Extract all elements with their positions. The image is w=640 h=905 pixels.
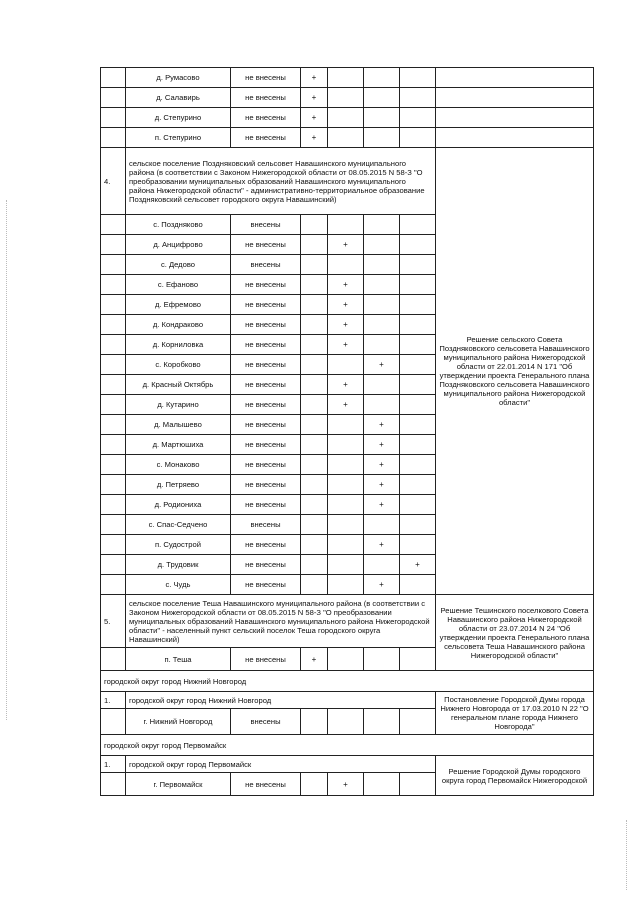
settlement-name: г. Нижний Новгород xyxy=(126,709,231,735)
changes-status: не внесены xyxy=(231,375,301,395)
section-number: 5. xyxy=(101,595,126,648)
settlement-name: д. Салавирь xyxy=(126,88,231,108)
changes-status: не внесены xyxy=(231,275,301,295)
document-cell xyxy=(436,68,594,88)
settlement-name: г. Первомайск xyxy=(126,773,231,796)
row-num-cell xyxy=(101,68,126,88)
changes-status: не внесены xyxy=(231,395,301,415)
row-num-cell xyxy=(101,275,126,295)
mark-cell xyxy=(400,773,436,796)
mark-cell xyxy=(400,315,436,335)
mark-cell xyxy=(400,515,436,535)
mark-cell xyxy=(328,68,364,88)
row-num-cell xyxy=(101,475,126,495)
settlement-row xyxy=(101,88,594,108)
district-heading: городской округ город Первомайск xyxy=(101,735,594,756)
changes-status: не внесены xyxy=(231,415,301,435)
mark-cell xyxy=(364,128,400,148)
mark-cell xyxy=(364,315,400,335)
mark-cell xyxy=(400,475,436,495)
settlement-name: с. Монаково xyxy=(126,455,231,475)
section-number: 1. xyxy=(101,692,126,709)
scan-margin-dots xyxy=(6,200,8,720)
mark-cell xyxy=(328,575,364,595)
mark-cell xyxy=(301,773,328,796)
mark-cell xyxy=(400,415,436,435)
mark-cell: + xyxy=(301,68,328,88)
settlement-name: д. Кутарино xyxy=(126,395,231,415)
mark-cell: + xyxy=(364,435,400,455)
mark-cell xyxy=(400,275,436,295)
row-num-cell xyxy=(101,335,126,355)
mark-cell: + xyxy=(364,455,400,475)
section-header-row xyxy=(101,756,594,773)
settlement-name: д. Степурино xyxy=(126,108,231,128)
mark-cell xyxy=(328,515,364,535)
settlement-row xyxy=(101,68,594,88)
approval-document: Решение сельского Совета Поздняковского сельсовета Навашинского муниципального района Нижегородской области от 22.01.2014 N 171 "Об утверждении проекта Генерального плана Поздняковского сельсовета Навашинского муниципального района Нижегородской области" xyxy=(436,148,594,595)
row-num-cell xyxy=(101,555,126,575)
row-num-cell xyxy=(101,395,126,415)
mark-cell xyxy=(301,375,328,395)
mark-cell xyxy=(328,475,364,495)
mark-cell xyxy=(301,315,328,335)
mark-cell: + xyxy=(364,495,400,515)
mark-cell xyxy=(364,773,400,796)
mark-cell xyxy=(301,235,328,255)
section-description: городской округ город Нижний Новгород xyxy=(126,692,436,709)
mark-cell xyxy=(364,108,400,128)
mark-cell xyxy=(400,375,436,395)
mark-cell xyxy=(301,395,328,415)
mark-cell xyxy=(364,88,400,108)
section-header-row xyxy=(101,595,594,648)
changes-status: внесены xyxy=(231,709,301,735)
document-cell xyxy=(436,128,594,148)
approval-document: Решение Городской Думы городского округа город Первомайск Нижегородской xyxy=(436,756,594,796)
mark-cell xyxy=(301,295,328,315)
mark-cell xyxy=(328,495,364,515)
changes-status: не внесены xyxy=(231,315,301,335)
settlement-name: с. Дедово xyxy=(126,255,231,275)
mark-cell: + xyxy=(328,375,364,395)
mark-cell xyxy=(364,709,400,735)
section-description: городской округ город Первомайск xyxy=(126,756,436,773)
changes-status: не внесены xyxy=(231,475,301,495)
settlement-name: д. Петряево xyxy=(126,475,231,495)
mark-cell xyxy=(400,535,436,555)
mark-cell xyxy=(400,88,436,108)
changes-status: внесены xyxy=(231,255,301,275)
row-num-cell xyxy=(101,709,126,735)
mark-cell xyxy=(400,575,436,595)
settlement-name: д. Малышево xyxy=(126,415,231,435)
changes-status: внесены xyxy=(231,515,301,535)
section-description: сельское поселение Теша Навашинского муниципального района (в соответствии с Законом Нижегородской области от 08.05.2015 N 58-З "О преобразовании муниципальных образований Навашинского муниципального района Нижегородской области" - населенный пункт сельский поселок Теша городского округа Навашинский) xyxy=(126,595,436,648)
mark-cell xyxy=(301,435,328,455)
changes-status: не внесены xyxy=(231,495,301,515)
approval-document: Постановление Городской Думы города Нижнего Новгорода от 17.03.2010 N 22 "О генеральном плане города Нижнего Новгорода" xyxy=(436,692,594,735)
mark-cell xyxy=(364,68,400,88)
settlement-row xyxy=(101,128,594,148)
row-num-cell xyxy=(101,108,126,128)
mark-cell xyxy=(301,455,328,475)
mark-cell xyxy=(400,355,436,375)
settlement-name: с. Чудь xyxy=(126,575,231,595)
settlement-name: д. Корниловка xyxy=(126,335,231,355)
district-heading: городской округ город Нижний Новгород xyxy=(101,671,594,692)
changes-status: не внесены xyxy=(231,235,301,255)
mark-cell xyxy=(364,375,400,395)
mark-cell xyxy=(301,415,328,435)
row-num-cell xyxy=(101,575,126,595)
mark-cell: + xyxy=(400,555,436,575)
row-num-cell xyxy=(101,128,126,148)
mark-cell xyxy=(400,455,436,475)
settlement-name: д. Кондраково xyxy=(126,315,231,335)
mark-cell xyxy=(364,555,400,575)
settlement-name: д. Родиониха xyxy=(126,495,231,515)
row-num-cell xyxy=(101,355,126,375)
document-cell xyxy=(436,108,594,128)
mark-cell xyxy=(301,215,328,235)
mark-cell xyxy=(328,108,364,128)
mark-cell: + xyxy=(301,88,328,108)
mark-cell xyxy=(364,395,400,415)
row-num-cell xyxy=(101,88,126,108)
row-num-cell xyxy=(101,515,126,535)
mark-cell: + xyxy=(328,773,364,796)
changes-status: не внесены xyxy=(231,648,301,671)
row-num-cell xyxy=(101,495,126,515)
section-number: 4. xyxy=(101,148,126,215)
mark-cell xyxy=(364,335,400,355)
mark-cell: + xyxy=(364,475,400,495)
mark-cell xyxy=(400,709,436,735)
settlements-register-table xyxy=(100,67,594,796)
scan-margin-dots-right xyxy=(626,820,628,890)
row-num-cell xyxy=(101,535,126,555)
mark-cell xyxy=(301,535,328,555)
mark-cell xyxy=(364,275,400,295)
row-num-cell xyxy=(101,215,126,235)
settlement-name: д. Красный Октябрь xyxy=(126,375,231,395)
mark-cell xyxy=(328,435,364,455)
district-heading-row xyxy=(101,735,594,756)
row-num-cell xyxy=(101,648,126,671)
mark-cell xyxy=(301,275,328,295)
settlement-name: п. Судострой xyxy=(126,535,231,555)
mark-cell xyxy=(301,515,328,535)
mark-cell xyxy=(328,215,364,235)
mark-cell xyxy=(301,495,328,515)
mark-cell xyxy=(301,709,328,735)
row-num-cell xyxy=(101,415,126,435)
mark-cell xyxy=(301,355,328,375)
mark-cell xyxy=(400,648,436,671)
changes-status: не внесены xyxy=(231,455,301,475)
mark-cell xyxy=(301,575,328,595)
mark-cell: + xyxy=(301,108,328,128)
document-cell xyxy=(436,88,594,108)
mark-cell: + xyxy=(364,415,400,435)
row-num-cell xyxy=(101,235,126,255)
changes-status: не внесены xyxy=(231,535,301,555)
row-num-cell xyxy=(101,435,126,455)
mark-cell: + xyxy=(328,295,364,315)
mark-cell xyxy=(301,475,328,495)
settlement-name: п. Теша xyxy=(126,648,231,671)
mark-cell: + xyxy=(364,575,400,595)
mark-cell xyxy=(328,455,364,475)
mark-cell xyxy=(400,235,436,255)
row-num-cell xyxy=(101,375,126,395)
changes-status: не внесены xyxy=(231,355,301,375)
row-num-cell xyxy=(101,315,126,335)
row-num-cell xyxy=(101,255,126,275)
mark-cell xyxy=(364,235,400,255)
mark-cell xyxy=(328,535,364,555)
mark-cell xyxy=(328,255,364,275)
settlement-row xyxy=(101,108,594,128)
section-number: 1. xyxy=(101,756,126,773)
settlement-name: д. Румасово xyxy=(126,68,231,88)
mark-cell xyxy=(328,415,364,435)
changes-status: не внесены xyxy=(231,773,301,796)
mark-cell xyxy=(400,335,436,355)
mark-cell xyxy=(328,709,364,735)
changes-status: не внесены xyxy=(231,555,301,575)
mark-cell: + xyxy=(328,275,364,295)
row-num-cell xyxy=(101,773,126,796)
settlement-name: д. Ефремово xyxy=(126,295,231,315)
changes-status: не внесены xyxy=(231,128,301,148)
mark-cell xyxy=(400,295,436,315)
settlement-name: с. Коробково xyxy=(126,355,231,375)
district-heading-row xyxy=(101,671,594,692)
settlement-name: д. Трудовик xyxy=(126,555,231,575)
mark-cell: + xyxy=(364,535,400,555)
mark-cell xyxy=(364,295,400,315)
settlement-name: д. Анцифрово xyxy=(126,235,231,255)
mark-cell xyxy=(400,108,436,128)
mark-cell xyxy=(364,255,400,275)
changes-status: не внесены xyxy=(231,88,301,108)
mark-cell xyxy=(328,355,364,375)
mark-cell: + xyxy=(328,395,364,415)
mark-cell: + xyxy=(328,335,364,355)
changes-status: не внесены xyxy=(231,435,301,455)
mark-cell xyxy=(301,555,328,575)
changes-status: не внесены xyxy=(231,295,301,315)
changes-status: не внесены xyxy=(231,335,301,355)
changes-status: не внесены xyxy=(231,108,301,128)
mark-cell xyxy=(328,128,364,148)
mark-cell: + xyxy=(301,128,328,148)
mark-cell xyxy=(364,215,400,235)
mark-cell xyxy=(301,335,328,355)
section-header-row xyxy=(101,692,594,709)
approval-document: Решение Тешинского поселкового Совета Навашинского района Нижегородской области от 23.07.2014 N 24 "Об утверждении проекта Генерального плана сельсовета Теша Навашинского района Нижегородской области" xyxy=(436,595,594,671)
mark-cell xyxy=(328,555,364,575)
settlement-name: д. Мартюшиха xyxy=(126,435,231,455)
mark-cell xyxy=(400,395,436,415)
changes-status: внесены xyxy=(231,215,301,235)
mark-cell xyxy=(364,648,400,671)
mark-cell xyxy=(328,88,364,108)
mark-cell xyxy=(400,128,436,148)
section-header-row xyxy=(101,148,594,215)
row-num-cell xyxy=(101,295,126,315)
mark-cell: + xyxy=(328,315,364,335)
settlement-name: с. Спас-Седчено xyxy=(126,515,231,535)
settlement-name: с. Поздняково xyxy=(126,215,231,235)
mark-cell xyxy=(301,255,328,275)
changes-status: не внесены xyxy=(231,575,301,595)
section-description: сельское поселение Поздняковский сельсовет Навашинского муниципального района (в соответствии с Законом Нижегородской области от 08.05.2015 N 58-З "О преобразовании муниципальных образований Навашинского муниципального района Нижегородской области" - административно-территориальное образование Поздняковский сельсовет городского округа Навашинский) xyxy=(126,148,436,215)
mark-cell xyxy=(400,495,436,515)
mark-cell: + xyxy=(328,235,364,255)
mark-cell: + xyxy=(301,648,328,671)
changes-status: не внесены xyxy=(231,68,301,88)
mark-cell xyxy=(400,255,436,275)
settlement-name: с. Ефаново xyxy=(126,275,231,295)
mark-cell xyxy=(400,215,436,235)
row-num-cell xyxy=(101,455,126,475)
mark-cell: + xyxy=(364,355,400,375)
mark-cell xyxy=(400,435,436,455)
mark-cell xyxy=(400,68,436,88)
mark-cell xyxy=(364,515,400,535)
mark-cell xyxy=(328,648,364,671)
settlement-name: п. Степурино xyxy=(126,128,231,148)
